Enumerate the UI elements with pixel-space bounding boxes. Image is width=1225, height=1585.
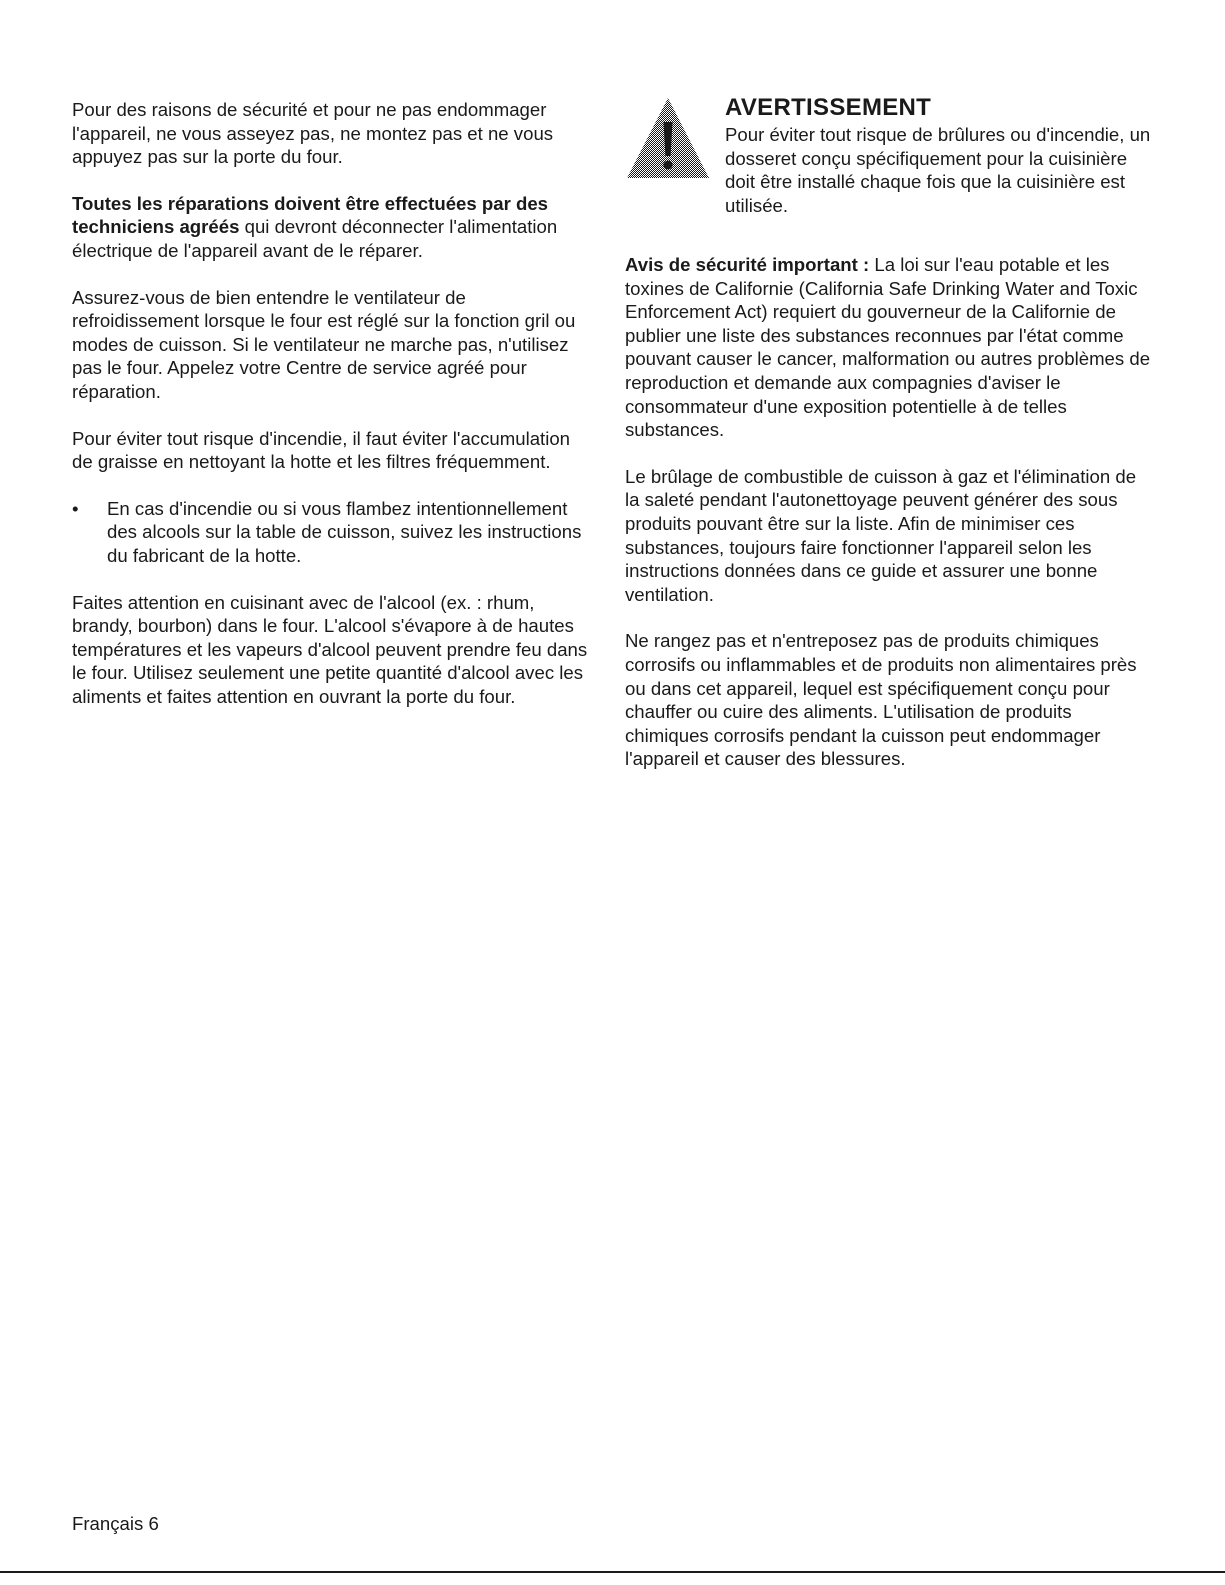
page-footer: Français 6: [72, 1513, 159, 1534]
warning-body: [725, 94, 1155, 217]
grease-paragraph: Pour éviter tout risque d'incendie, il faut éviter l'accumulation de graisse en nettoyant la hotte et les filtres fréquemment.: [72, 427, 571, 473]
right-column: [625, 94, 1155, 794]
prop65-lead: Avis de sécurité important :: [625, 254, 870, 275]
alcohol-paragraph: Faites attention en cuisinant avec de l'alcool (ex. : rhum, brandy, bourbon) dans le four. L'alcool s'évapore à de hautes températures et les vapeurs d'alcool peuvent prendre feu dans le four. Utilisez seulement une petite quantité d'alcool avec les aliments et faites attention en ouvrant la porte du four.: [72, 591, 588, 707]
byproducts-paragraph: Le brûlage de combustible de cuisson à gaz et l'élimination de la saleté pendant l'autonettoyage peuvent générer des sous produits pouvant être sur la liste. Afin de minimiser ces substances, toujours faire fonctionner l'appareil selon les instructions données dans ce guide et assurer une bonne ventilation.: [625, 465, 1137, 605]
prop65-text: La loi sur l'eau potable et les toxines de Californie (California Safe Drinking Water and Toxic Enforcement Act) requiert du gouverneur de la Californie de publier une liste des substances reconnues par l'état comme pouvant causer le cancer, malformation ou autres problèmes de reproduction et demande aux compagnies d'aviser le consommateur d'une exposition potentielle à de telles substances.: [625, 254, 1151, 441]
bottom-rule: [0, 1571, 1225, 1573]
prop65-paragraph: [625, 253, 1155, 442]
repairs-text: qui devront déconnecter l'alimentation électrique de l'appareil avant de le réparer.: [72, 216, 558, 261]
left-column: [72, 98, 592, 731]
bullet-marker: •: [72, 497, 79, 519]
repairs-lead: Toutes les réparations doivent être effectuées par des techniciens agréés: [72, 192, 549, 238]
warning-box: [625, 94, 1155, 230]
fire-bullet-item: [72, 497, 592, 568]
repairs-paragraph: [72, 192, 592, 263]
door-safety-paragraph: Pour des raisons de sécurité et pour ne pas endommager l'appareil, ne vous asseyez pas, ne montez pas et ne vous appuyez pas sur la porte du four.: [72, 99, 554, 168]
warning-triangle-icon: [625, 96, 711, 180]
cooling-fan-paragraph: Assurez-vous de bien entendre le ventilateur de refroidissement lorsque le four est réglé sur la fonction gril ou modes de cuisson. Si le ventilateur ne marche pas, n'utilisez pas le four. Appelez votre Centre de service agréé pour réparation.: [72, 286, 576, 402]
warning-title: AVERTISSEMENT: [725, 94, 932, 121]
chemicals-paragraph: Ne rangez pas et n'entreposez pas de produits chimiques corrosifs ou inflammables et de produits non alimentaires près ou dans cet appareil, lequel est spécifiquement conçu pour chauffer ou cuire des aliments. L'utilisation de produits chimiques corrosifs pendant la cuisson peut endommager l'appareil et causer des blessures.: [625, 630, 1137, 770]
fire-bullet-text: En cas d'incendie ou si vous flambez intentionnellement des alcools sur la table de cuisson, suivez les instructions du fabricant de la hotte.: [107, 497, 582, 566]
warning-text: Pour éviter tout risque de brûlures ou d'incendie, un dosseret conçu spécifiquement pour la cuisinière doit être installé chaque fois que la cuisinière est utilisée.: [725, 124, 1151, 216]
